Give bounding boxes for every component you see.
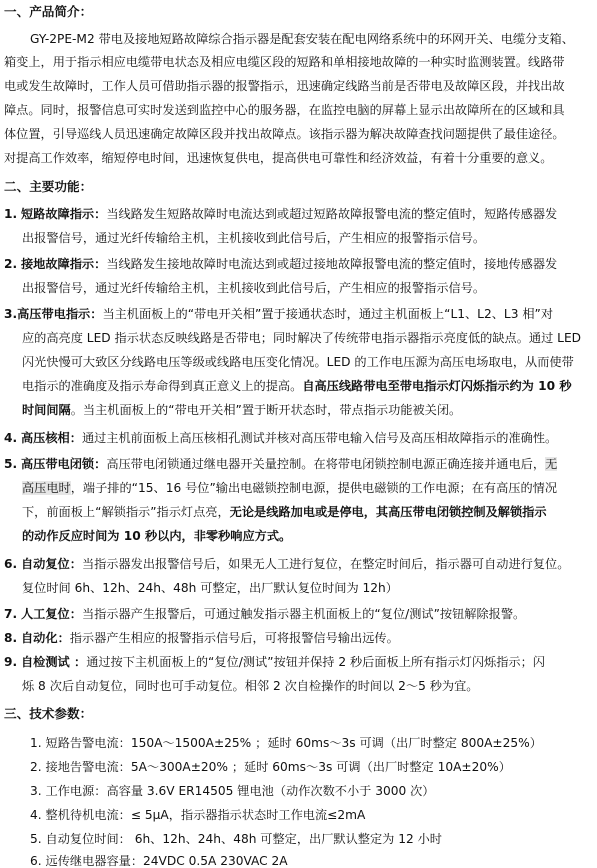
item-number: 6. bbox=[4, 557, 18, 571]
function-item-short-circuit: 1. 短路故障指示：当线路发生短路故障时电流达到或超过短路故障报警电流的整定值时，短路传感器发 bbox=[4, 207, 558, 221]
item-text: 当指示器产生报警后，可通过触发指示器主机面板上的“复位/测试”按钮解除报警。 bbox=[81, 607, 526, 621]
item-text: 通过按下主机面板上的“复位/测试”按钮并保持 2 秒后面板上所有指示灯闪烁指示；闪 bbox=[86, 655, 545, 669]
item-text: 当主机面板上的“带电开关相”置于接通状态时，通过主机面板上“L1、L2、L3 相”对 bbox=[102, 307, 554, 321]
section-heading-params: 三、技术参数： bbox=[4, 706, 93, 721]
emphasis-text: 无论是线路加电或是停电，其高压带电闭锁控制及解锁指示 bbox=[229, 505, 547, 519]
item-text: 高压电时，端子排的“15、16 号位”输出电磁锁控制电源，提供电磁锁的工作电源；在有高压的情况 bbox=[22, 481, 558, 495]
section-heading-functions: 二、主要功能： bbox=[4, 179, 93, 194]
item-text: 出报警信号，通过光纤传输给主机，主机接收到此信号后，产生相应的报警指示信号。 bbox=[22, 281, 486, 295]
item-text: 高压带电闭锁通过继电器开关量控制。在将带电闭锁控制电源正确连接并通电后， bbox=[106, 457, 546, 471]
intro-line: 对提高工作效率，缩短停电时间，迅速恢复供电，提高供电可靠性和经济效益，有着十分重要的意义。 bbox=[4, 151, 553, 165]
item-title: 高压核相 bbox=[21, 431, 70, 445]
function-item-manual-reset: 7. 人工复位：当指示器产生报警后，可通过触发指示器主机面板上的“复位/测试”按钮解除报警。 bbox=[4, 607, 526, 621]
item-text: 指示器产生相应的报警指示信号后，可将报警信号输出远传。 bbox=[69, 631, 399, 645]
param-item: 6. 远传继电器容量：24VDC 0.5A 230VAC 2A bbox=[30, 854, 288, 868]
function-item-phase-check: 4. 高压核相：通过主机前面板上高压核相孔测试并核对高压带电输入信号及高压相故障指示的准确性。 bbox=[4, 431, 558, 445]
highlighted-text: 高压电时 bbox=[22, 481, 71, 495]
item-number: 4. bbox=[4, 431, 18, 445]
function-item-self-test: 9. 自检测试 ：通过按下主机面板上的“复位/测试”按钮并保持 2 秒后面板上所有指示灯闪烁指示；闪 bbox=[4, 655, 545, 669]
item-text: 当指示器发出报警信号后，如果无人工进行复位，在整定时间后，指示器可自动进行复位。 bbox=[81, 557, 570, 571]
param-item: 3. 工作电源：高容量 3.6V ER14505 锂电池（动作次数不小于 3000 次） bbox=[30, 784, 435, 798]
item-number: 1. bbox=[4, 207, 18, 221]
function-item-auto-reset: 6. 自动复位：当指示器发出报警信号后，如果无人工进行复位，在整定时间后，指示器可自动进行复位。 bbox=[4, 557, 570, 571]
function-item-ground-fault: 2. 接地故障指示：当线路发生接地故障时电流达到或超过接地故障报警电流的整定值时，接地传感器发 bbox=[4, 257, 558, 271]
item-number: 3. bbox=[4, 307, 18, 321]
emphasis-text: 的动作反应时间为 10 秒以内，非零秒响应方式。 bbox=[22, 529, 292, 543]
item-text: 当线路发生短路故障时电流达到或超过短路故障报警电流的整定值时，短路传感器发 bbox=[106, 207, 558, 221]
item-text: 电指示的准确度及指示寿命得到真正意义上的提高。自高压线路带电至带电指示灯闪烁指示约为 10 秒 bbox=[22, 379, 572, 393]
item-text: 当线路发生接地故障时电流达到或超过接地故障报警电流的整定值时，接地传感器发 bbox=[106, 257, 558, 271]
function-item-hv-live: 3.高压带电指示：当主机面板上的“带电开关相”置于接通状态时，通过主机面板上“L1、L2、L3 相”对 bbox=[4, 307, 554, 321]
intro-line: 体位置，引导巡线人员迅速确定故障区段并找出故障点。该指示器为解决故障查找问题提供了最佳途径。 bbox=[4, 127, 565, 141]
item-number: 8. bbox=[4, 631, 18, 645]
item-text: 出报警信号，通过光纤传输给主机，主机接收到此信号后，产生相应的报警指示信号。 bbox=[22, 231, 486, 245]
function-item-automation: 8. 自动化：指示器产生相应的报警指示信号后，可将报警信号输出远传。 bbox=[4, 631, 399, 645]
item-text: 复位时间 6h、12h、24h、48h 可整定，出厂默认复位时间为 12h） bbox=[22, 581, 398, 595]
param-item: 5. 自动复位时间： 6h、12h、24h、48h 可整定，出厂默认整定为 12 小时 bbox=[30, 832, 442, 846]
item-number: 5. bbox=[4, 457, 18, 471]
param-item: 2. 接地告警电流：5A～300A±20% ；延时 60ms～3s 可调（出厂时整定 10A±20%） bbox=[30, 760, 511, 774]
item-number: 2. bbox=[4, 257, 18, 271]
item-text: 时间间隔。当主机面板上的“带电开关相”置于断开状态时，带点指示功能被关闭。 bbox=[22, 403, 462, 417]
item-title: 人工复位 bbox=[21, 607, 70, 621]
highlighted-text: 无 bbox=[545, 457, 558, 471]
intro-line: 障点。同时，报警信息可实时发送到监控中心的服务器，在监控电脑的屏幕上显示出故障所在的区域和具 bbox=[4, 103, 565, 117]
item-text: 应的高亮度 LED 指示状态反映线路是否带电；同时解决了传统带电指示器指示亮度低的缺点。通过 LED bbox=[22, 331, 582, 345]
item-title: 接地故障指示 bbox=[21, 257, 95, 271]
item-title: 自动复位 bbox=[21, 557, 70, 571]
intro-line: 电或发生故障时，工作人员可借助指示器的报警指示，迅速确定线路当前是否带电及故障区段，并找出故 bbox=[4, 79, 565, 93]
section-heading-intro: 一、产品简介： bbox=[4, 4, 93, 19]
item-number: 9. bbox=[4, 655, 18, 669]
param-item: 4. 整机待机电流：≤ 5μA，指示器指示状态时工作电流≤2mA bbox=[30, 808, 366, 822]
item-text: 下，前面板上“解锁指示”指示灯点亮，无论是线路加电或是停电，其高压带电闭锁控制及解锁指示 bbox=[22, 505, 547, 519]
item-text: 烁 8 次后自动复位，同时也可手动复位。相邻 2 次自检操作的时间以 2～5 秒为宜。 bbox=[22, 679, 479, 693]
param-item: 1. 短路告警电流：150A～1500A±25% ；延时 60ms～3s 可调（出厂时整定 800A±25%） bbox=[30, 736, 542, 750]
item-title: 高压带电指示 bbox=[17, 307, 91, 321]
emphasis-text: 自高压线路带电至带电指示灯闪烁指示约为 10 秒 bbox=[302, 379, 572, 393]
intro-line: GY-2PE-M2 带电及接地短路故障综合指示器是配套安装在配电网络系统中的环网开关、电缆分支箱、 bbox=[30, 32, 574, 46]
item-title: 短路故障指示 bbox=[21, 207, 95, 221]
item-title: 高压带电闭锁 bbox=[21, 457, 95, 471]
item-title: 自检测试 bbox=[21, 655, 70, 669]
item-title: 自动化 bbox=[21, 631, 58, 645]
item-text: 通过主机前面板上高压核相孔测试并核对高压带电输入信号及高压相故障指示的准确性。 bbox=[81, 431, 558, 445]
item-text: 闪光快慢可大致区分线路电压等级或线路电压变化情况。LED 的工作电压源为高压电场取电，从而使带 bbox=[22, 355, 574, 369]
function-item-hv-lockout: 5. 高压带电闭锁：高压带电闭锁通过继电器开关量控制。在将带电闭锁控制电源正确连接并通电后，无 bbox=[4, 457, 558, 471]
emphasis-text: 时间间隔 bbox=[22, 403, 71, 417]
intro-line: 箱变上，用于指示相应电缆带电状态及相应电缆区段的短路和单相接地故障的一种实时监测装置。线路带 bbox=[4, 55, 565, 69]
item-number: 7. bbox=[4, 607, 18, 621]
